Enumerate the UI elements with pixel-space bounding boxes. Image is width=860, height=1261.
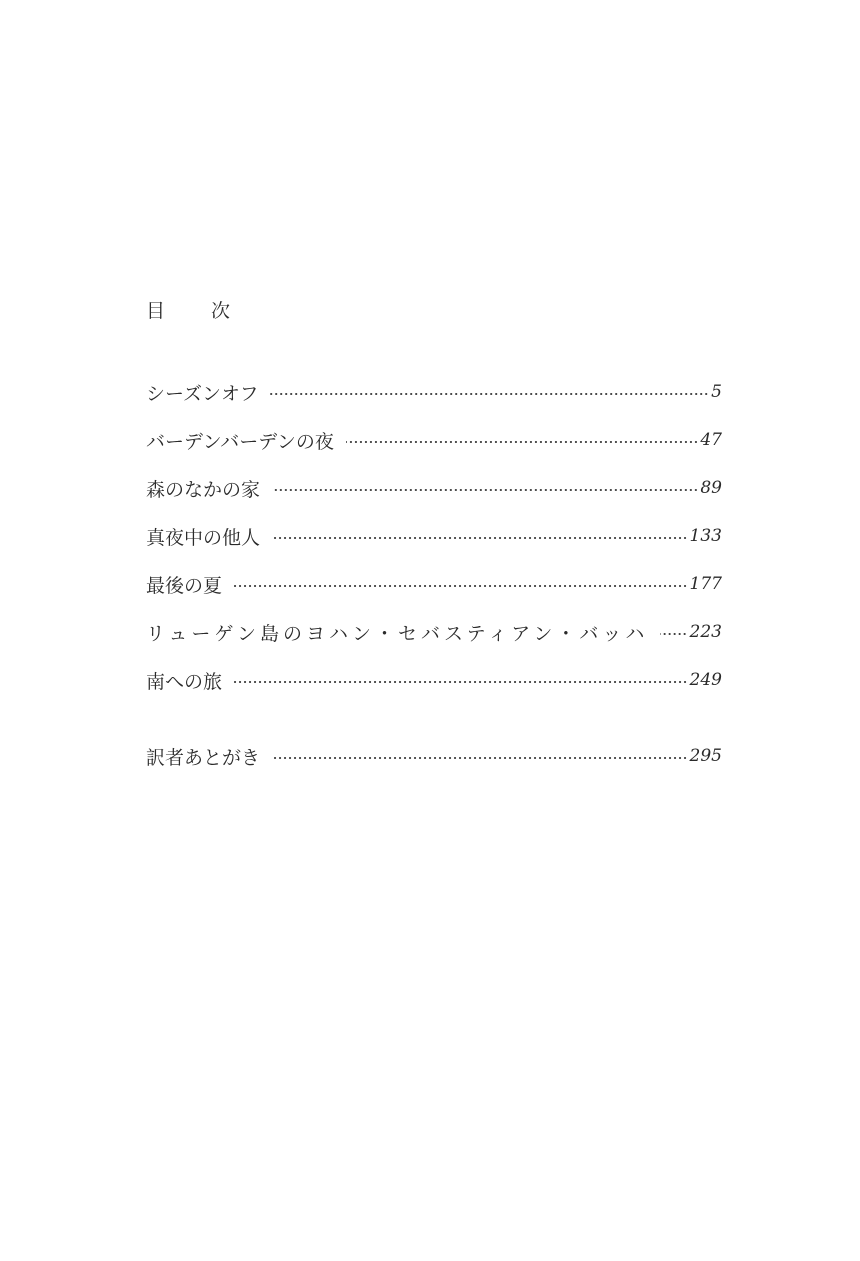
toc-page-number: 5 [711, 382, 722, 402]
dot-leader [346, 441, 698, 443]
toc-entry[interactable] [146, 608, 722, 656]
toc-page-number: 249 [689, 670, 722, 690]
dot-leader [660, 633, 687, 635]
toc-entry[interactable] [146, 732, 722, 780]
toc-entry[interactable] [146, 512, 722, 560]
table-of-contents [146, 368, 722, 780]
dot-leader [234, 681, 688, 683]
toc-entry-title: 真夜中の他人 [146, 526, 261, 549]
toc-page-number: 133 [689, 526, 722, 546]
dot-leader [234, 585, 688, 587]
toc-entry-title: 最後の夏 [146, 574, 223, 597]
dot-leader [272, 757, 688, 759]
dot-leader [272, 537, 688, 539]
toc-entry[interactable] [146, 560, 722, 608]
dot-leader [272, 489, 698, 491]
toc-entry-title: 南への旅 [146, 670, 223, 693]
toc-page-number: 177 [689, 574, 722, 594]
toc-entry[interactable] [146, 416, 722, 464]
page-title: 目 次 [146, 300, 251, 322]
dot-leader [270, 393, 709, 395]
toc-entry-title: シーズンオフ [146, 382, 259, 405]
toc-page-number: 47 [700, 430, 722, 450]
toc-entry-title: リューゲン島のヨハン・セバスティアン・バッハ [146, 622, 649, 645]
toc-entry[interactable] [146, 368, 722, 416]
toc-entry-title: 訳者あとがき [146, 746, 261, 769]
toc-entry-title: バーデンバーデンの夜 [146, 430, 334, 453]
toc-page-number: 295 [689, 746, 722, 766]
toc-page-number: 223 [689, 622, 722, 642]
toc-entry[interactable] [146, 464, 722, 512]
toc-page-number: 89 [700, 478, 722, 498]
toc-entry-title: 森のなかの家 [146, 478, 261, 501]
toc-entry[interactable] [146, 656, 722, 704]
